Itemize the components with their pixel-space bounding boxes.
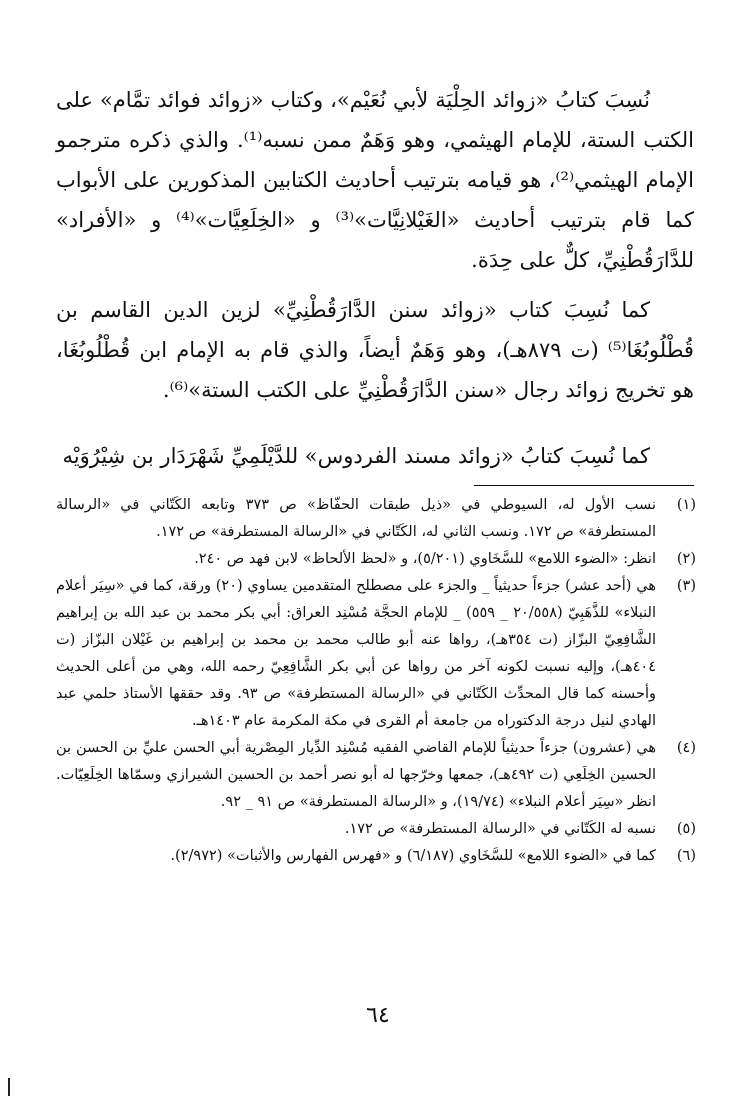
footnote-number: (٤) — [676, 740, 696, 756]
footnote-item — [56, 546, 696, 573]
footnote-text: هي (عشرون) جزءاً حديثياً للإمام القاضي الفقيه مُسْنِد الدِّيار المِصْرية أبي الحسن عليِّ بن الحسن بن الحسين الخِلَعِي (ت ٤٩٢هـ)، جمعها وخرّجها له أبو نصر أحمد بن الحسين الشيرازي وسمّاها الخِلَعِيّات. انظر «سِيَر أعلام النبلاء» (١٩/٧٤)، و «الرسالة المستطرفة» ص ٩١ _ ٩٢. — [56, 740, 656, 810]
main-paragraph — [56, 80, 694, 280]
footnote-text: هي (أحد عشر) جزءاً حديثياً _ والجزء على مصطلح المتقدمين يساوي (٢٠) ورقة، كما في «سِيَر أعلام النبلاء» للذَّهَبِيّ (٢٠/٥٥٨ _ ٥٥٩) _ للإمام الحجَّة مُسْنِد العراق: أبي بكر محمد بن عبد الله بن إبراهيم الشَّافِعِيّ البزّاز (ت ٣٥٤هـ)، رواها عنه أبو طالب محمد بن محمد بن إبراهيم بن غَيْلان البزّاز (ت ٤٠٤هـ)، وإليه نسبت لكونه آخر من رواها عن أبي بكر الشَّافِعِيّ رحمه الله، وهي من أعلى الحديث وأحسنه كما قال المحدِّث الكَتّاني في «الرسالة المستطرفة» ص ٩٣. وقد حققها الأستاذ حلمي عبد الهادي لنيل درجة الدكتوراه من جامعة أم القرى في مكة المكرمة عام ١٤٠٣هـ. — [56, 578, 656, 729]
footnote-text: نسبه له الكَتّاني في «الرسالة المستطرفة» ص ١٧٢. — [344, 821, 656, 837]
footnote-text: كما في «الضوء اللامع» للسَّخَاوي (٦/١٨٧) و «فهرس الفهارس والأثبات» (٢/٩٧٢). — [170, 848, 656, 864]
footnotes — [56, 492, 696, 870]
main-paragraph — [56, 436, 694, 476]
paragraph-1: نُسِبَ كتابُ «زوائد الحِلْيَة لأبي نُعَيْم»، وكتاب «زوائد فوائد تمَّام» على الكتب الستة، للإمام الهيثمي، وهو وَهَمٌ ممن نسبه⁽¹⁾. والذي ذكره مترجمو الإمام الهيثمي⁽²⁾، هو قيامه بترتيب أحاديث الكتابين المذكورين على الأبواب كما قام بترتيب أحاديث «الغَيْلانِيَّات»⁽³⁾ و «الخِلَعِيَّات»⁽⁴⁾ و «الأفراد» للدَّارَقُطْنِيِّ، كلٌّ على حِدَة. — [56, 88, 695, 272]
paragraph-2: كما نُسِبَ كتاب «زوائد سنن الدَّارَقُطْنِيِّ» لزين الدين القاسم بن قُطْلُوبُغَا⁽⁵⁾ (ت ٨٧٩هـ)، وهو وَهَمٌ أيضاً، والذي قام به الإمام ابن قُطْلُوبُغَا، هو تخريج زوائد رجال «سنن الدَّارَقُطْنِيِّ على الكتب الستة»⁽⁶⁾. — [56, 298, 694, 402]
footnote-item — [56, 843, 696, 870]
scan-margin-mark — [8, 1078, 10, 1096]
footnote-item — [56, 573, 696, 735]
main-paragraph — [56, 290, 694, 410]
footnote-text: نسب الأول له، السيوطي في «ذيل طبقات الحفّاظ» ص ٣٧٣ وتابعه الكَتّاني في «الرسالة المستطرفة» ص ١٧٢. ونسب الثاني له، الكَتّاني في «الرسالة المستطرفة» ص ١٧٢. — [56, 497, 656, 540]
footnote-number: (١) — [676, 497, 696, 513]
paragraph-3: كما نُسِبَ كتابُ «زوائد مسند الفردوس» للدَّيْلَمِيِّ شَهْرَدَار بن شِيْرُوَيْه — [62, 444, 650, 468]
footnote-number: (٢) — [676, 551, 696, 567]
footnote-item — [56, 492, 696, 546]
footnote-number: (٦) — [676, 848, 696, 864]
footnote-text: انظر: «الضوء اللامع» للسَّخَاوي (٥/٢٠١)، و «لحظ الألحاظ» لابن فهد ص ٢٤٠. — [194, 551, 656, 567]
page-number: ٦٤ — [366, 1003, 390, 1028]
footnote-item — [56, 816, 696, 843]
footnote-number: (٥) — [676, 821, 696, 837]
footnote-number: (٣) — [676, 578, 696, 594]
footnote-item — [56, 735, 696, 816]
footnote-separator — [474, 485, 694, 486]
